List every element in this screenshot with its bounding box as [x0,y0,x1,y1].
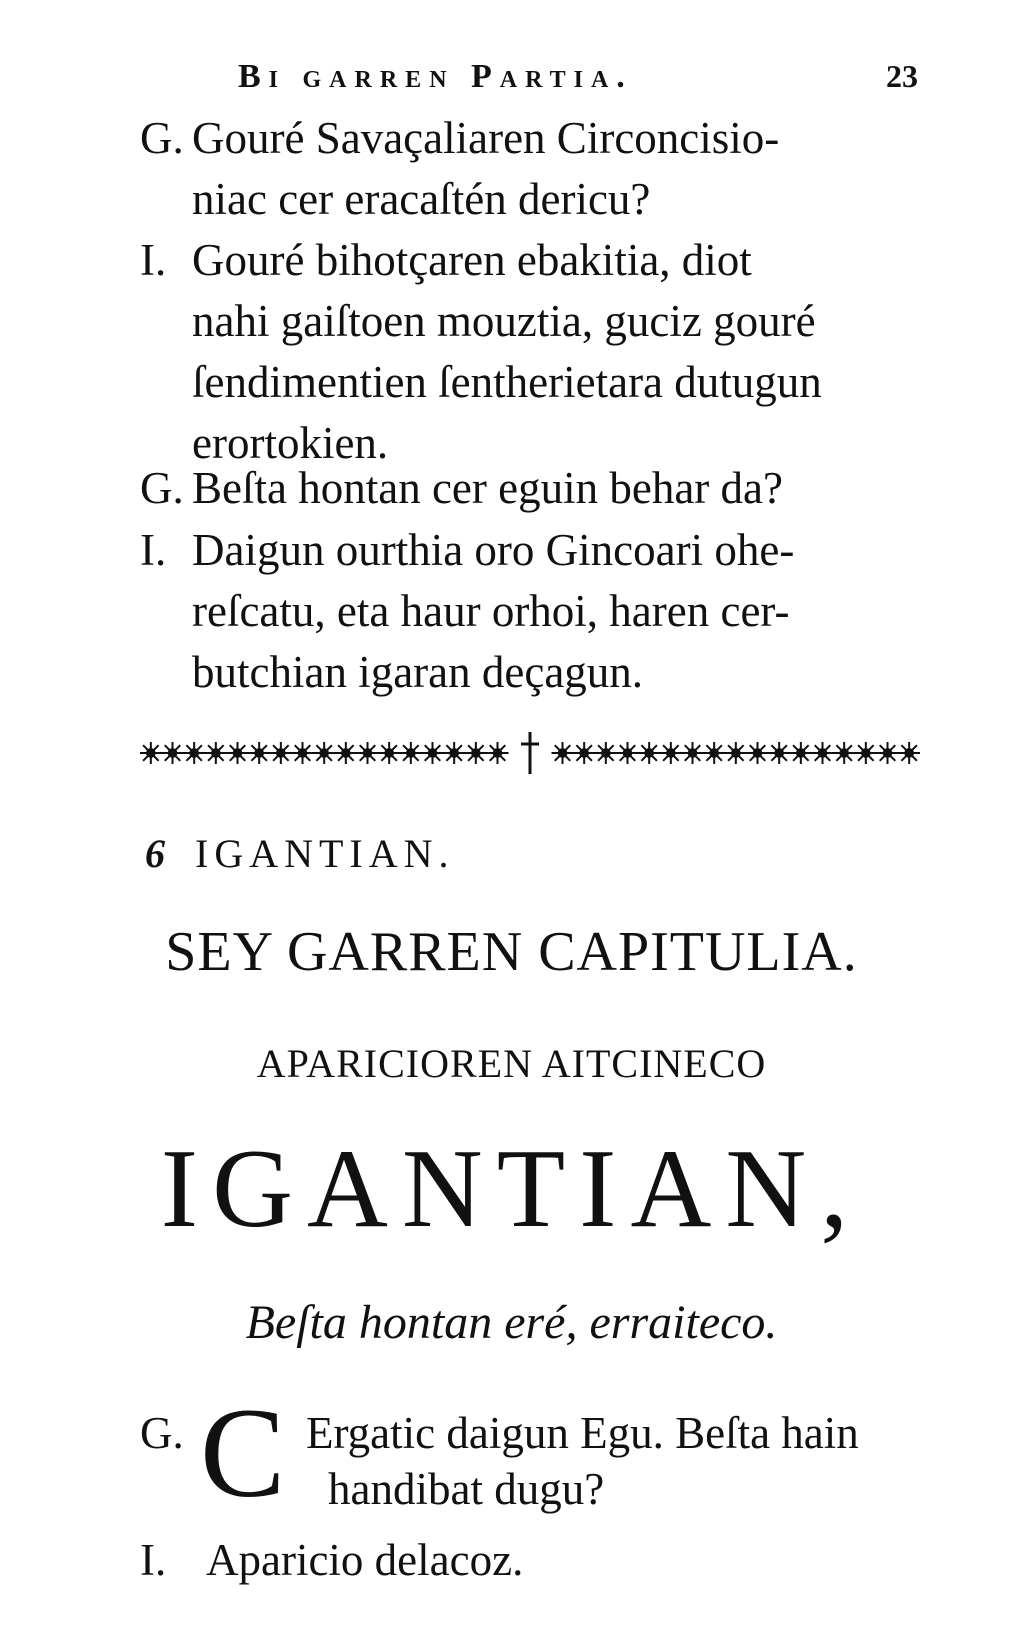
ornament-star [357,742,379,764]
ornament-svg [140,730,920,776]
ornament-star [617,742,639,764]
ornament-star [595,742,617,764]
ornament-star [898,742,920,764]
ornament-star [833,742,855,764]
running-head [238,58,918,108]
ornament-star [443,742,465,764]
ornament-star [855,742,877,764]
dialogue-text-line: handibat dugu? [328,1464,605,1514]
ornament-star [313,742,335,764]
ornament-star [292,742,314,764]
speaker-label: G. [140,113,184,163]
section-number: 6 [145,831,171,876]
ornament-star [725,742,747,764]
ornament-star [682,742,704,764]
running-title: Bi garren Partia. [238,58,633,95]
dialogue-text: Gouré bihotçaren ebakitia, diot nahi gaiſtoen mouztia, guciz gouré ſendimentien ſentherietara dutugun erortokien. [192,235,822,468]
speaker-label: G. [140,1408,184,1458]
ornament-star [747,742,769,764]
italic-subheading: Beſta hontan eré, erraiteco. [245,1296,778,1349]
ornament-star [335,742,357,764]
ornament-star [248,742,270,764]
ornament-star [790,742,812,764]
dialogue-text: Beſta hontan cer eguin behar da? [192,463,783,513]
ornament-star [400,742,422,764]
dialogue-text-line: Ergatic daigun Egu. Beſta hain [306,1408,859,1458]
ornament-star [162,742,184,764]
speaker-label: I. [140,1535,167,1585]
ornament-star [660,742,682,764]
ornament-band [140,730,920,776]
section-title: IGANTIAN. [195,831,455,876]
ornament-star [227,742,249,764]
drop-cap: C [200,1382,286,1524]
ornament-star [638,742,660,764]
dialogue-entry-dropcap [140,1382,920,1535]
chapter-heading: IGANTIAN, [160,1127,863,1251]
ornament-star [573,742,595,764]
ornament-star [183,742,205,764]
ornament-star [205,742,227,764]
section-label [145,830,455,877]
speaker-label: G. [140,463,184,513]
ornament-star [140,742,162,764]
page-number: 23 [886,58,918,94]
dialogue-text: Gouré Savaçaliaren Circoncisio- niac cer eracaſtén dericu? [192,113,780,224]
chapter-title: SEY GARREN CAPITULIA. [165,921,858,983]
ornament-star [877,742,899,764]
ornament-star [422,742,444,764]
ornament-star [768,742,790,764]
ornament-star [703,742,725,764]
ornament-star [465,742,487,764]
speaker-label: I. [140,235,167,285]
ornament-star [487,742,509,764]
ornament-star [270,742,292,764]
cross-icon [521,732,539,774]
ornament-star [378,742,400,764]
dialogue-text: Aparicio delacoz. [206,1535,524,1585]
speaker-label: I. [140,525,167,575]
dialogue-text: Daigun ourthia oro Gincoari ohe- reſcatu, eta haur orhoi, haren cer- butchian igaran deçagun. [192,525,795,697]
ornament-star [552,742,574,764]
ornament-star [812,742,834,764]
chapter-subtitle: APARICIOREN AITCINECO [256,1041,767,1086]
